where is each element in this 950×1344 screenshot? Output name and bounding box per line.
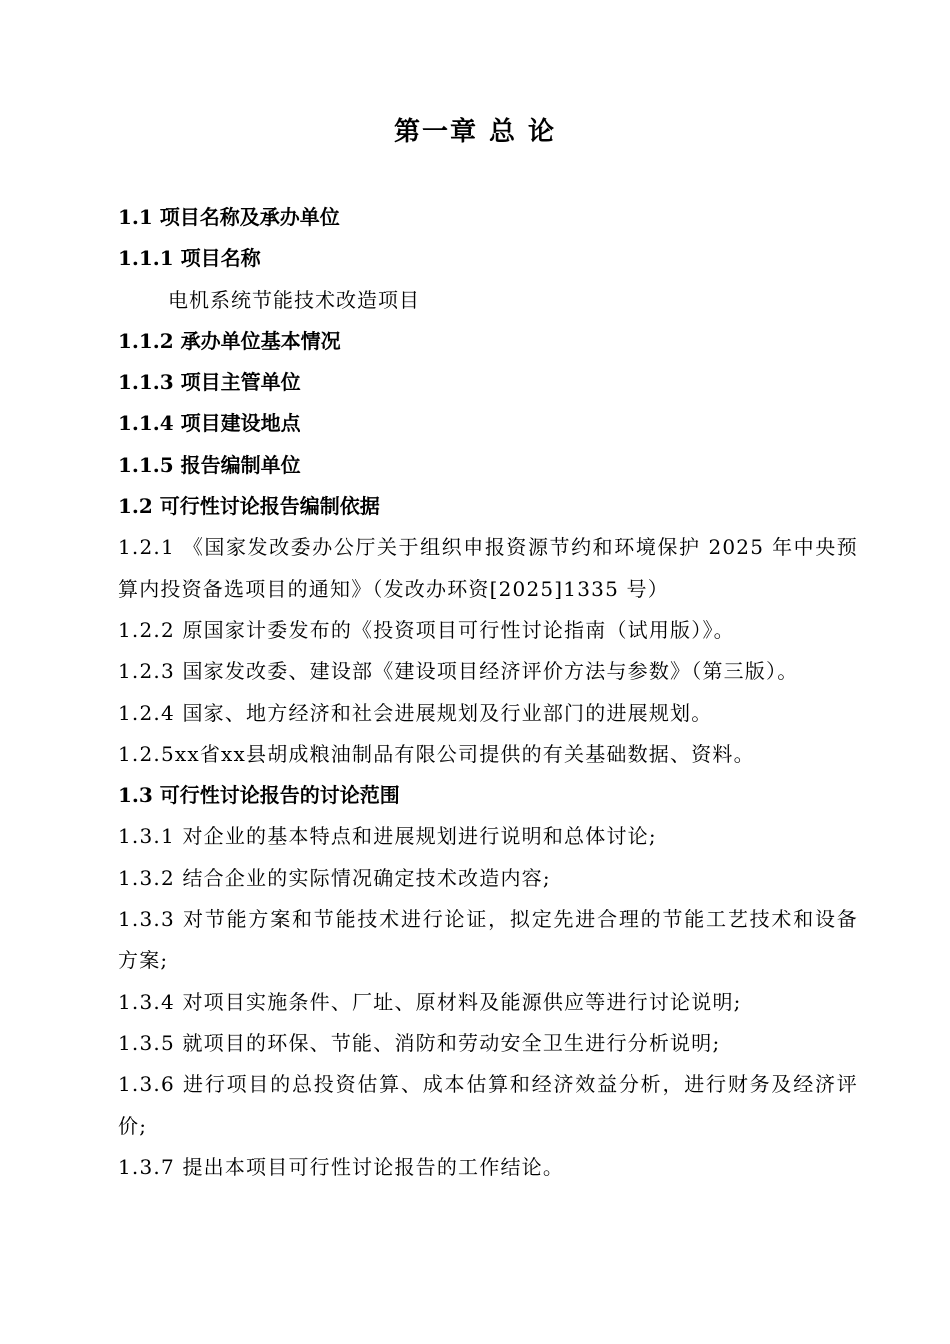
heading-1-2: 1.2 可行性讨论报告编制依据: [118, 494, 380, 519]
paragraph-1-3-2: 1.3.2 结合企业的实际情况确定技术改造内容;: [118, 865, 551, 890]
paragraph-1-3-6: 1.3.6 进行项目的总投资估算、成本估算和经济效益分析，进行财务及经济评价;: [118, 1072, 858, 1138]
paragraph-1-2-1: 1.2.1 《国家发改委办公厅关于组织申报资源节约和环境保护 2025 年中央预算内投资备选项目的通知》（发改办环资[2025]1335 号）: [118, 535, 858, 601]
document-body: [118, 197, 858, 1188]
project-name-text: 电机系统节能技术改造项目: [168, 287, 420, 312]
heading-1-1-4: 1.1.4 项目建设地点: [118, 411, 301, 436]
heading-1-1-3: 1.1.3 项目主管单位: [118, 370, 301, 395]
paragraph-1-2-3: 1.2.3 国家发改委、建设部《建设项目经济评价方法与参数》（第三版）。: [118, 659, 799, 684]
heading-1-3: 1.3 可行性讨论报告的讨论范围: [118, 783, 400, 808]
paragraph-1-3-3: 1.3.3 对节能方案和节能技术进行论证，拟定先进合理的节能工艺技术和设备方案;: [118, 907, 858, 973]
paragraph-1-3-7: 1.3.7 提出本项目可行性讨论报告的工作结论。: [118, 1154, 565, 1179]
heading-1-1-2: 1.1.2 承办单位基本情况: [118, 328, 341, 353]
heading-1-1-1: 1.1.1 项目名称: [118, 246, 261, 271]
paragraph-1-2-5: 1.2.5xx省xx县胡成粮油制品有限公司提供的有关基础数据、资料。: [118, 741, 755, 766]
paragraph-1-2-4: 1.2.4 国家、地方经济和社会进展规划及行业部门的进展规划。: [118, 700, 713, 725]
heading-1-1-5: 1.1.5 报告编制单位: [118, 452, 301, 477]
paragraph-1-3-4: 1.3.4 对项目实施条件、厂址、原材料及能源供应等进行讨论说明;: [118, 989, 742, 1014]
paragraph-1-3-1: 1.3.1 对企业的基本特点和进展规划进行说明和总体讨论;: [118, 824, 657, 849]
paragraph-1-3-5: 1.3.5 就项目的环保、节能、消防和劳动安全卫生进行分析说明;: [118, 1030, 721, 1055]
chapter-title: 第一章 总 论: [393, 117, 557, 147]
heading-1-1: 1.1 项目名称及承办单位: [118, 205, 340, 229]
paragraph-1-2-2: 1.2.2 原国家计委发布的《投资项目可行性讨论指南（试用版）》。: [118, 617, 735, 642]
